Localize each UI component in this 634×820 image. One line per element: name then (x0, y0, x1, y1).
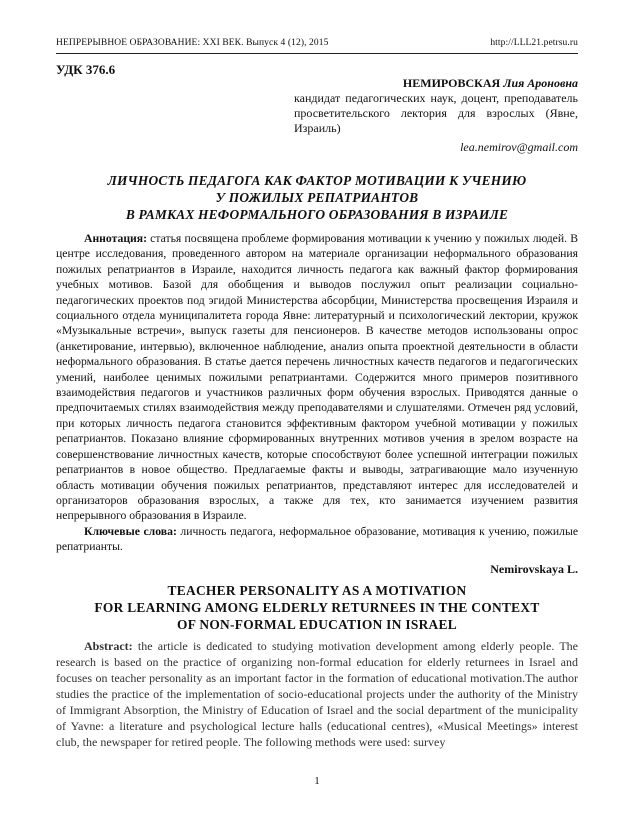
keywords-ru-paragraph (56, 524, 578, 555)
abstract-ru-paragraph (56, 231, 578, 524)
keywords-ru-label: Ключевые слова: (84, 524, 177, 538)
udk-code: УДК 376.6 (56, 62, 116, 77)
author-name (294, 76, 578, 91)
author-given-name: Лия Ароновна (503, 76, 578, 90)
author-email[interactable]: lea.nemirov@gmail.com (460, 140, 578, 154)
abstract-ru (56, 231, 578, 555)
abstract-ru-label: Аннотация: (84, 232, 148, 245)
author-surname: НЕМИРОВСКАЯ (402, 76, 501, 90)
article-page (56, 0, 578, 820)
title-en-line: TEACHER PERSONALITY AS A MOTIVATION (167, 583, 467, 598)
journal-url[interactable]: http://LLL21.petrsu.ru (490, 38, 578, 48)
title-en-line: FOR LEARNING AMONG ELDERLY RETURNEES IN THE CONTEXT (94, 599, 540, 615)
title-ru-line: В РАМКАХ НЕФОРМАЛЬНОГО ОБРАЗОВАНИЯ В ИЗРАИЛЕ (125, 207, 509, 222)
title-en-line: OF NON-FORMAL EDUCATION IN ISRAEL (177, 616, 457, 632)
keywords-ru-text: личность педагога, неформальное образование, мотивация к учению, пожилые репатрианты. (56, 524, 579, 554)
article-title-ru (56, 172, 578, 223)
running-header (56, 38, 578, 48)
abstract-ru-text: статья посвящена проблеме формирования мотивации к учению у пожилых людей. В центре исследования, проведенного автором на материале организации неформального образования пожилых репатриантов в Израиле, находится личность педагога как важный фактор формирования учебных мотивов. Базой для обобщения и выводов послужил опыт реализации социально-педагогических проектов под эгидой Министерства абсорбции, Министерства просвещения Израиля и социального отдела муниципалитета города Явне: литературный и психологический лектории, кружок «Музыкальные встречи», выпуск газеты для пенсионеров. В качестве методов использованы опрос (анкетирование, интервью), включенное наблюдение, анализ опыта проектной деятельности в области неформального образования. В статье дается перечень личностных качеств педагогов и педагогических умений, наиболее ценимых пожилыми репатриантами. Содержится много примеров позитивного взаимодействия педагогов и участников различных форм обучения взрослых. Приводятся данные о предпочитаемых стилях взаимодействия между преподавателями и слушателями. Отмечен ряд условий, при которых личность педагога становится эффективным фактором учебной мотивации у пожилых репатриантов. Показано влияние сформированных внутренних мотивов учения в зрелом возрасте на совершенствование личностных качеств, которые способствуют более успешной интеграции пожилых репатриантов в новое общество. Предлагаемые факты и выводы, затрагивающие мало изученную область мотивации обучения пожилых репатриантов, представляют интерес для исследователей и организаторов образования взрослых, а также для тех, кто занимается изучением развития непрерывного образования в Израиле. (56, 232, 578, 523)
title-ru-line: ЛИЧНОСТЬ ПЕДАГОГА КАК ФАКТОР МОТИВАЦИИ К УЧЕНИЮ (107, 173, 527, 188)
article-title-en (56, 583, 578, 633)
abstract-en-label: Abstract: (84, 639, 133, 653)
author-block (294, 76, 578, 155)
abstract-en-paragraph (56, 638, 578, 750)
header-rule (56, 53, 578, 54)
author-affiliation: кандидат педагогических наук, доцент, преподаватель просветительского лектория для взрослых (Явне, Израиль) (294, 91, 578, 135)
abstract-en-text: the article is dedicated to studying motivation development among elderly people. The research is based on the practice of organizing non-formal education for elderly returnees in Israel and focuses on teacher personality as an important factor in the formation of educational motivation.The author studies the practice of the implementation of socio-educational projects under the authority of the Ministry of Immigrant Absorption, the Ministry of Education of Israel and the social department of the municipality of Yavne: a literature and psychological lecture halls (educational centres), «Musical Meetings» interest club, the newspaper for retired people. The following methods were used: survey (56, 639, 579, 749)
title-ru-line: У ПОЖИЛЫХ РЕПАТРИАНТОВ (215, 190, 419, 205)
journal-title: НЕПРЕРЫВНОЕ ОБРАЗОВАНИЕ: XXI ВЕК. Выпуск 4 (12), 2015 (56, 38, 329, 48)
author-name-en: Nemirovskaya L. (490, 562, 578, 576)
abstract-en (56, 638, 578, 750)
page-number: 1 (314, 775, 320, 787)
